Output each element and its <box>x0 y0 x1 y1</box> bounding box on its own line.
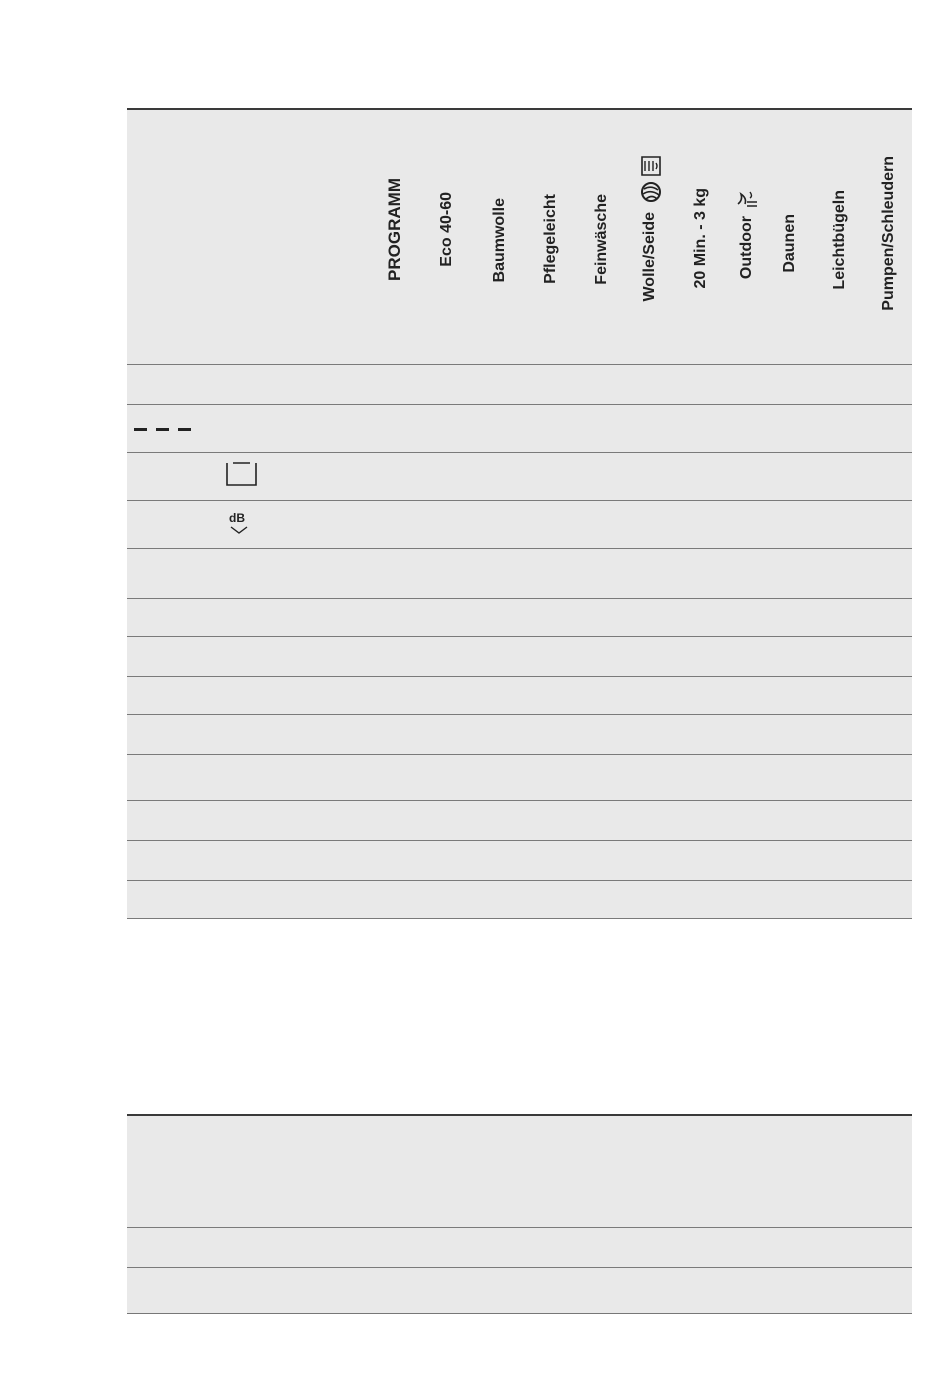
header-label-daunen: Daunen <box>781 214 798 273</box>
wool-ball-icon <box>640 180 662 204</box>
header-label-leichtbuegeln: Leichtbügeln <box>831 190 848 290</box>
row-rule <box>127 364 912 365</box>
dashes-icon <box>134 428 147 431</box>
row-rule <box>127 404 912 405</box>
secondary-table <box>127 1114 912 1314</box>
header-label-20-min-3-kg: 20 Min. - 3 kg <box>692 188 709 289</box>
header-label-outdoor: Outdoor <box>738 216 755 280</box>
row-rule <box>127 880 912 881</box>
row-rule <box>127 452 912 453</box>
row-rule <box>127 754 912 755</box>
row-rule <box>127 1227 912 1228</box>
row-rule <box>127 714 912 715</box>
svg-text:dB: dB <box>229 511 245 525</box>
row-rule <box>127 800 912 801</box>
tray-icon <box>225 461 259 487</box>
row-rule <box>127 676 912 677</box>
db-reduction-icon <box>227 510 253 536</box>
row-rule <box>127 1267 912 1268</box>
header-label-wolle-seide: Wolle/Seide <box>641 212 658 302</box>
program-table <box>127 108 912 1023</box>
handwash-tub-icon <box>641 155 661 177</box>
outdoor-water-icon <box>735 188 759 210</box>
header-label-baumwolle: Baumwolle <box>491 198 508 283</box>
header-label-pumpen-schleudern: Pumpen/Schleudern <box>880 156 897 311</box>
row-rule <box>127 840 912 841</box>
header-label-programm: PROGRAMM <box>385 178 404 281</box>
table-blank-area <box>127 919 912 1023</box>
header-label-eco-40-60: Eco 40-60 <box>438 192 455 267</box>
dashes-icon <box>178 428 191 431</box>
header-label-pflegeleicht: Pflegeleicht <box>542 194 559 284</box>
dashes-icon <box>156 428 169 431</box>
row-rule <box>127 500 912 501</box>
header-label-feinwaesche: Feinwäsche <box>593 194 610 285</box>
row-rule <box>127 636 912 637</box>
row-rule <box>127 548 912 549</box>
row-rule <box>127 598 912 599</box>
